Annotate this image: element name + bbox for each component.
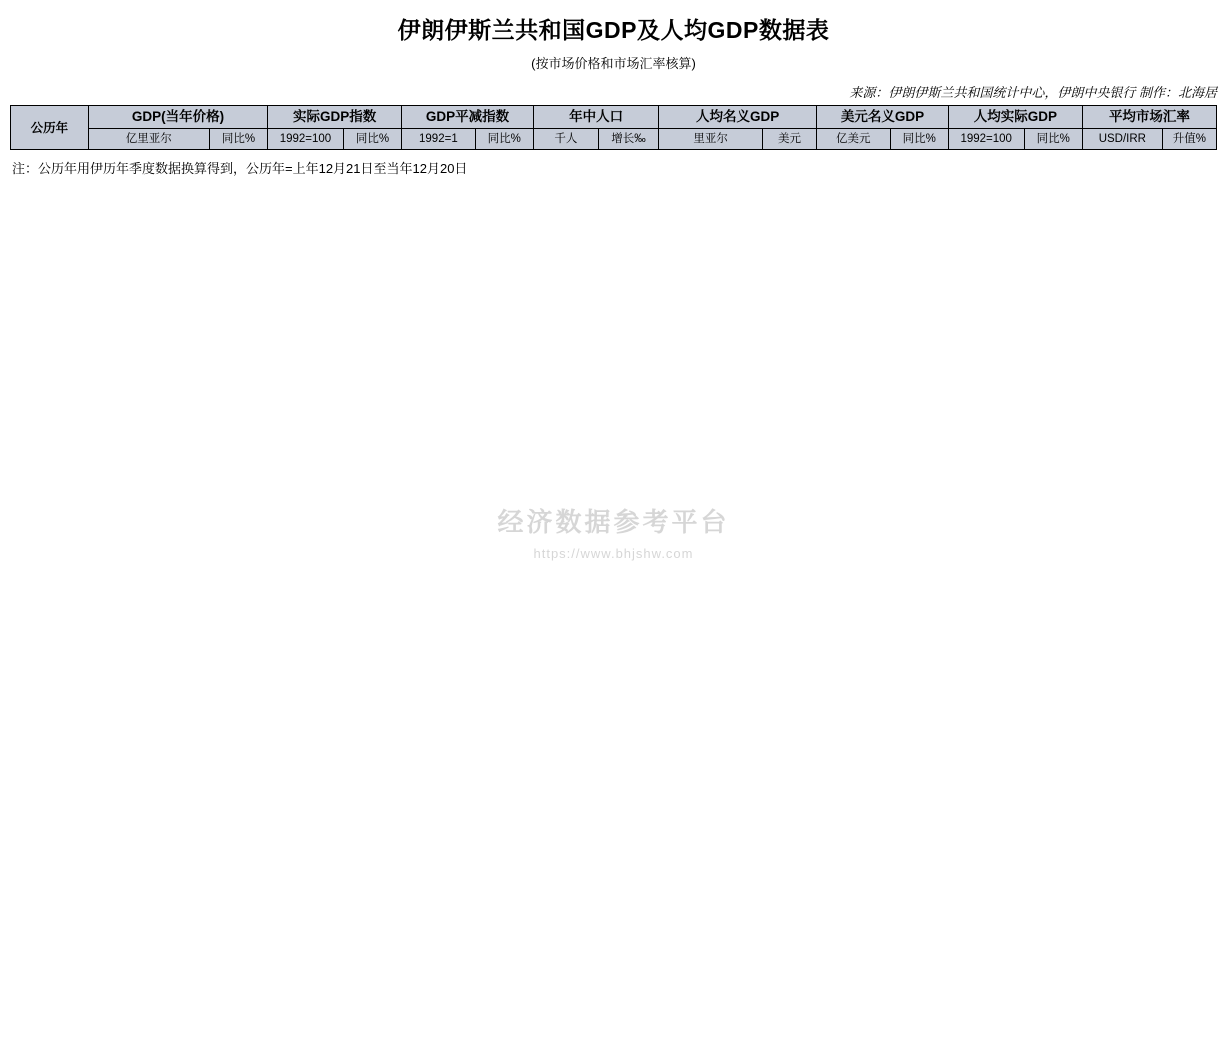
- header-group-midyear-population: 年中人口: [533, 106, 658, 129]
- header-group-average-market-rate: 平均市场汇率: [1082, 106, 1216, 129]
- subheader-15: 升值%: [1162, 129, 1216, 150]
- subheader-5: 同比%: [475, 129, 533, 150]
- header-group-row: [11, 106, 1217, 129]
- subheader-1: 同比%: [209, 129, 267, 150]
- subheader-3: 同比%: [343, 129, 401, 150]
- header-group-per-capita-real-gdp: 人均实际GDP: [948, 106, 1082, 129]
- header-group-per-capita-nominal-gdp: 人均名义GDP: [659, 106, 817, 129]
- subheader-11: 同比%: [890, 129, 948, 150]
- subheader-0: 亿里亚尔: [88, 129, 209, 150]
- page-title: 伊朗伊斯兰共和国GDP及人均GDP数据表: [397, 17, 830, 43]
- header-sub-row: [11, 129, 1217, 150]
- table-head: [11, 106, 1217, 150]
- page-root: [0, 12, 1227, 1057]
- subheader-2: 1992=100: [268, 129, 344, 150]
- header-group-real-gdp-index: 实际GDP指数: [268, 106, 402, 129]
- header-group-gdp-deflator: GDP平减指数: [402, 106, 534, 129]
- watermark-url: https://www.bhjshw.com: [533, 546, 694, 562]
- subheader-14: USD/IRR: [1082, 129, 1162, 150]
- subheader-6: 千人: [533, 129, 598, 150]
- header-group-usd-nominal-gdp: 美元名义GDP: [817, 106, 949, 129]
- header-year: 公历年: [11, 106, 89, 150]
- subheader-12: 1992=100: [948, 129, 1024, 150]
- subheader-10: 亿美元: [817, 129, 890, 150]
- subheader-8: 里亚尔: [659, 129, 763, 150]
- watermark: [497, 509, 729, 564]
- header-group-gdp-current: GDP(当年价格): [88, 106, 267, 129]
- subheader-13: 同比%: [1024, 129, 1082, 150]
- page-subtitle: (按市场价格和市场汇率核算): [531, 56, 696, 71]
- gdp-data-table: [10, 105, 1217, 150]
- subheader-7: 增长‰: [598, 129, 659, 150]
- subheader-9: 美元: [763, 129, 817, 150]
- watermark-text: 经济数据参考平台: [497, 507, 730, 537]
- footer-note: 注：公历年用伊历年季度数据换算得到，公历年=上年12月21日至当年12月20日: [12, 161, 468, 176]
- subheader-4: 1992=1: [402, 129, 475, 150]
- source-line: 来源：伊朗伊斯兰共和国统计中心，伊朗中央银行 制作：北海居: [849, 85, 1217, 100]
